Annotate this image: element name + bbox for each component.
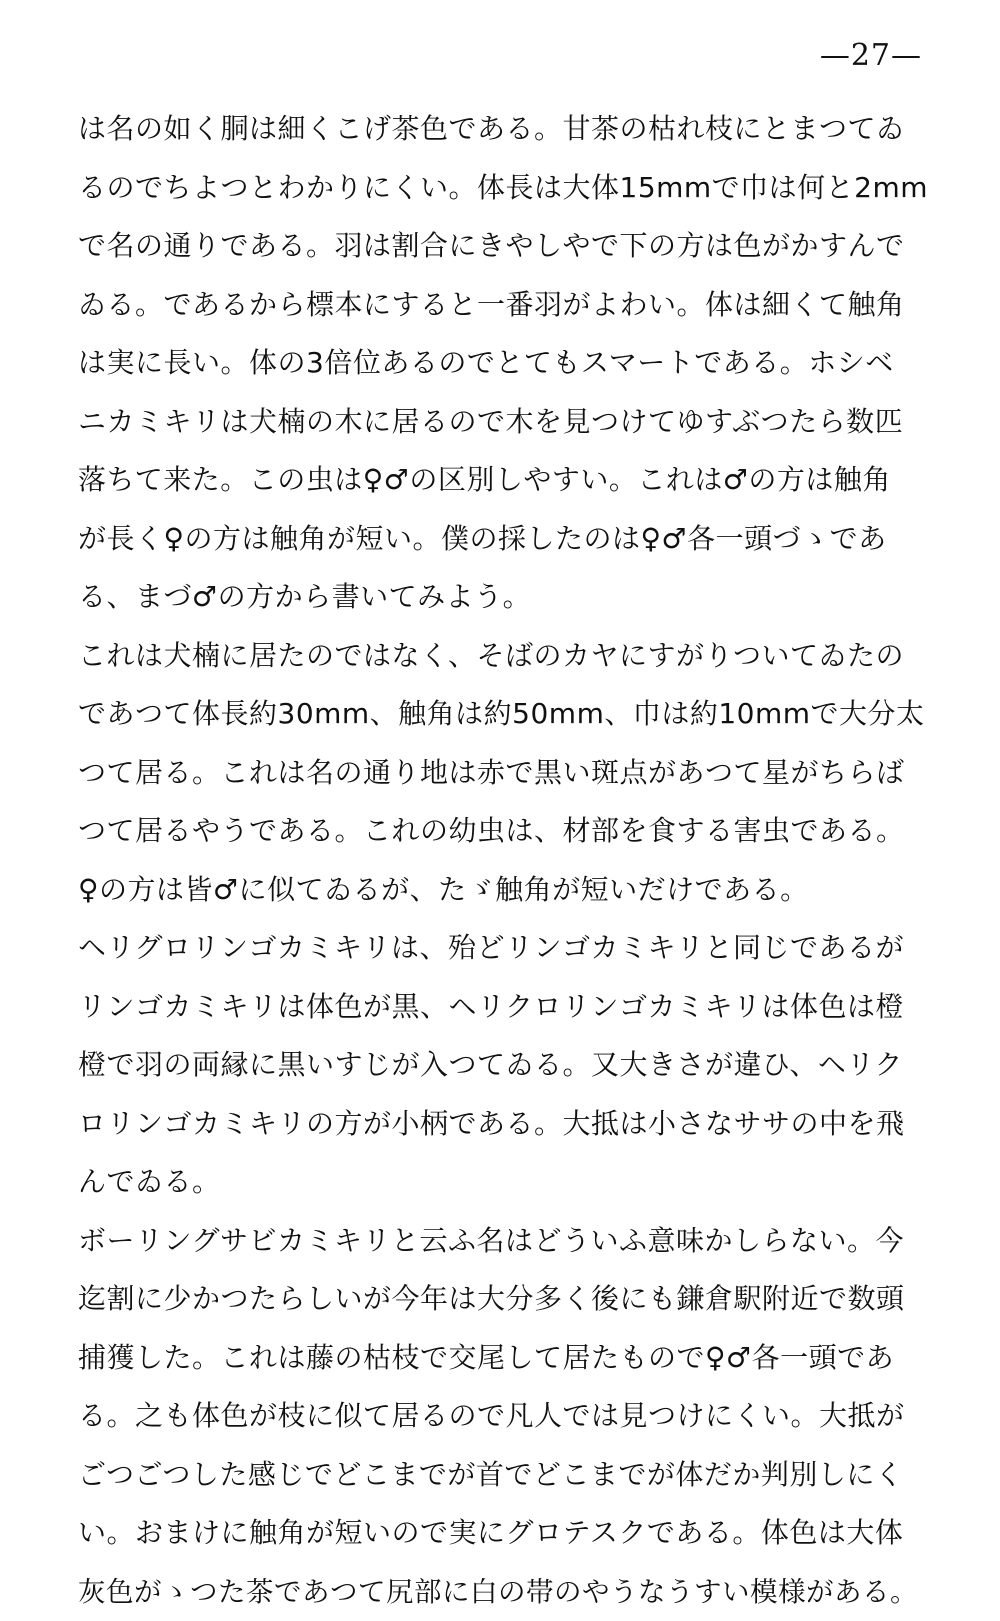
text-line: ニカミキリは犬楠の木に居るので木を見つけてゆすぶつたら数匹	[78, 393, 928, 452]
text-line: 捕獲した。これは藤の枯枝で交尾して居たもので♀♂各一頭であ	[78, 1329, 928, 1388]
text-line: であつて体長約30mm、触角は約50mm、巾は約10mmで大分太	[78, 685, 928, 744]
text-line: つて居る。これは名の通り地は赤で黒い斑点があつて星がちらば	[78, 744, 928, 803]
text-line: つて居るやうである。これの幼虫は、材部を食する害虫である。	[78, 802, 928, 861]
text-line: 灰色がゝつた茶であつて尻部に白の帯のやうなうすい模様がある。	[78, 1563, 928, 1621]
text-line: ボーリングサビカミキリと云ふ名はどういふ意味かしらない。今	[78, 1212, 928, 1271]
text-line: 落ちて来た。この虫は♀♂の区別しやすい。これは♂の方は触角	[78, 451, 928, 510]
text-line: は名の如く胴は細くこげ茶色である。甘茶の枯れ枝にとまつてゐ	[78, 100, 928, 159]
text-line: 迄割に少かつたらしいが今年は大分多く後にも鎌倉駅附近で数頭	[78, 1270, 928, 1329]
text-line: が長く♀の方は触角が短い。僕の採したのは♀♂各一頭づゝであ	[78, 510, 928, 569]
text-line: ロリンゴカミキリの方が小柄である。大抵は小さなササの中を飛	[78, 1095, 928, 1154]
text-line: ♀の方は皆♂に似てゐるが、たゞ触角が短いだけである。	[78, 861, 928, 920]
text-line: は実に長い。体の3倍位あるのでとてもスマートである。ホシベ	[78, 334, 928, 393]
text-line: る。之も体色が枝に似て居るので凡人では見つけにくい。大抵が	[78, 1387, 928, 1446]
text-line: ゐる。であるから標本にすると一番羽がよわい。体は細くて触角	[78, 276, 928, 335]
text-line: るのでちよつとわかりにくい。体長は大体15mmで巾は何と2mm	[78, 159, 928, 218]
text-line: る、まづ♂の方から書いてみよう。	[78, 568, 928, 627]
text-line: い。おまけに触角が短いので実にグロテスクである。体色は大体	[78, 1504, 928, 1563]
text-line: んでゐる。	[78, 1153, 928, 1212]
text-line: これは犬楠に居たのではなく、そばのカヤにすがりついてゐたの	[78, 627, 928, 686]
page-number: —27—	[820, 38, 922, 73]
text-line: 橙で羽の両縁に黒いすじが入つてゐる。又大きさが違ひ、ヘリク	[78, 1036, 928, 1095]
text-line: ごつごつした感じでどこまでが首でどこまでが体だか判別しにく	[78, 1446, 928, 1505]
text-line: リンゴカミキリは体色が黒、ヘリクロリンゴカミキリは体色は橙	[78, 978, 928, 1037]
text-line: ヘリグロリンゴカミキリは、殆どリンゴカミキリと同じであるが	[78, 919, 928, 978]
text-line: で名の通りである。羽は割合にきやしやで下の方は色がかすんで	[78, 217, 928, 276]
handwritten-body-text	[78, 100, 928, 1621]
